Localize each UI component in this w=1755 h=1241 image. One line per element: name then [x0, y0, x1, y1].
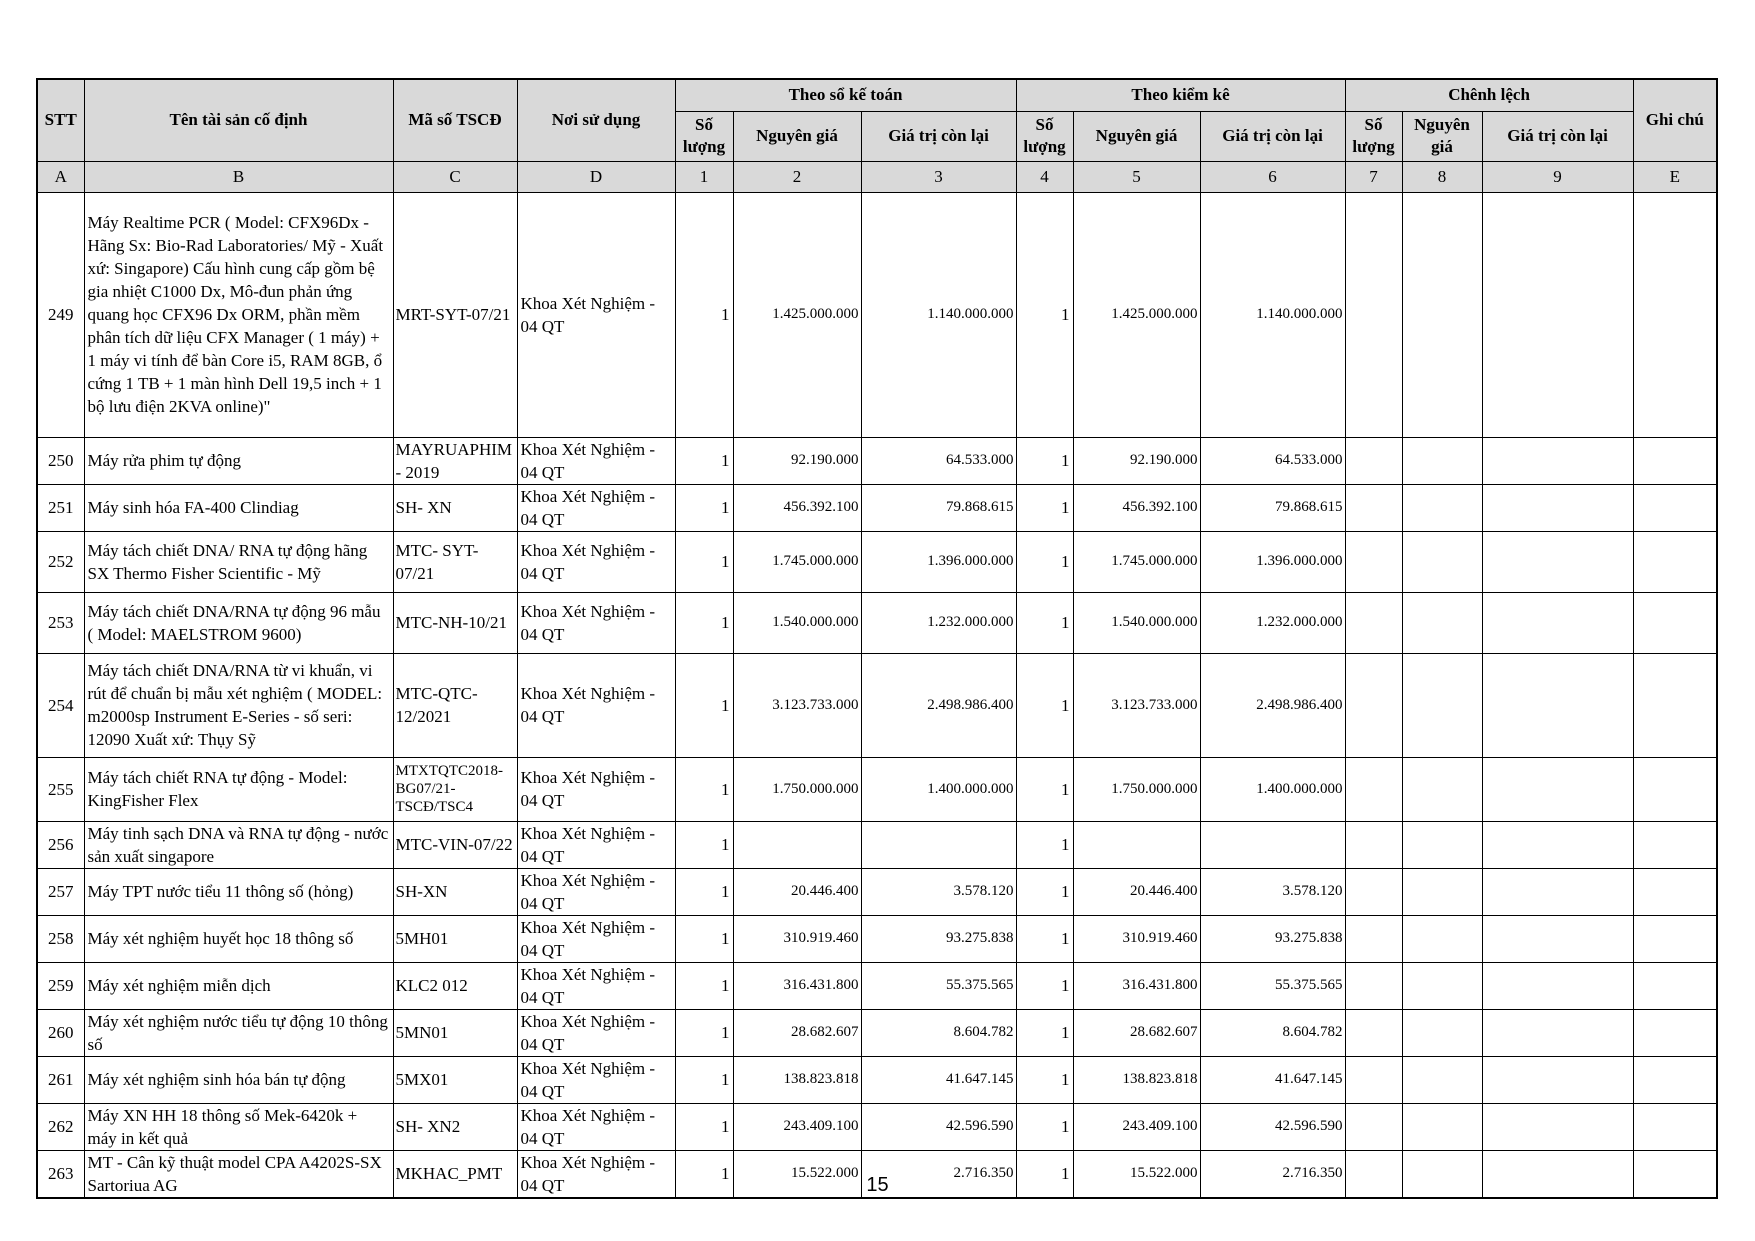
row-stt: 261 [37, 1056, 84, 1103]
row-diff-remaining [1482, 484, 1633, 531]
header-inventory-qty: Số lượng [1016, 111, 1073, 161]
header-asset-code: Mã số TSCĐ [393, 79, 517, 161]
row-diff-remaining [1482, 1056, 1633, 1103]
row-inventory-qty: 1 [1016, 915, 1073, 962]
row-asset-name: Máy tách chiết DNA/ RNA tự động hãng SX Thermo Fisher Scientific - Mỹ [84, 531, 393, 592]
row-notes [1633, 821, 1717, 868]
row-diff-remaining [1482, 592, 1633, 653]
row-stt: 262 [37, 1103, 84, 1150]
row-inventory-remaining: 1.232.000.000 [1200, 592, 1345, 653]
header-diff-remaining: Giá trị còn lại [1482, 111, 1633, 161]
row-books-qty: 1 [675, 192, 733, 437]
row-asset-code: KLC2 012 [393, 962, 517, 1009]
row-diff-remaining [1482, 868, 1633, 915]
row-diff-remaining [1482, 757, 1633, 821]
row-inventory-original: 92.190.000 [1073, 437, 1200, 484]
row-asset-code: SH- XN [393, 484, 517, 531]
row-diff-original [1402, 1009, 1482, 1056]
row-inventory-qty: 1 [1016, 484, 1073, 531]
row-stt: 249 [37, 192, 84, 437]
row-books-original: 1.425.000.000 [733, 192, 861, 437]
row-inventory-qty: 1 [1016, 1103, 1073, 1150]
table-body [37, 192, 1717, 1198]
row-place: Khoa Xét Nghiệm - 04 QT [517, 868, 675, 915]
row-stt: 258 [37, 915, 84, 962]
row-books-original: 15.522.000 [733, 1150, 861, 1198]
row-diff-original [1402, 484, 1482, 531]
row-asset-code: 5MX01 [393, 1056, 517, 1103]
row-books-original: 3.123.733.000 [733, 653, 861, 757]
row-stt: 259 [37, 962, 84, 1009]
row-place: Khoa Xét Nghiệm - 04 QT [517, 915, 675, 962]
column-letter: 9 [1482, 161, 1633, 192]
row-stt: 250 [37, 437, 84, 484]
row-diff-original [1402, 757, 1482, 821]
row-asset-name: Máy tách chiết DNA/RNA tự động 96 mẫu ( Model: MAELSTROM 9600) [84, 592, 393, 653]
row-asset-name: Máy tinh sạch DNA và RNA tự động - nước sản xuất singapore [84, 821, 393, 868]
row-inventory-remaining: 3.578.120 [1200, 868, 1345, 915]
row-inventory-qty: 1 [1016, 1009, 1073, 1056]
row-asset-name: Máy xét nghiệm huyết học 18 thông số [84, 915, 393, 962]
header-place-of-use: Nơi sử dụng [517, 79, 675, 161]
row-diff-remaining [1482, 437, 1633, 484]
row-books-original: 1.540.000.000 [733, 592, 861, 653]
row-diff-remaining [1482, 962, 1633, 1009]
row-place: Khoa Xét Nghiệm - 04 QT [517, 484, 675, 531]
row-books-qty: 1 [675, 915, 733, 962]
asset-inventory-table [36, 78, 1718, 1199]
column-letter: 6 [1200, 161, 1345, 192]
row-books-remaining: 1.232.000.000 [861, 592, 1016, 653]
row-books-remaining: 93.275.838 [861, 915, 1016, 962]
row-books-original: 1.750.000.000 [733, 757, 861, 821]
row-place: Khoa Xét Nghiệm - 04 QT [517, 592, 675, 653]
row-inventory-remaining [1200, 821, 1345, 868]
header-inventory-original: Nguyên giá [1073, 111, 1200, 161]
header-group-inventory: Theo kiểm kê [1016, 79, 1345, 111]
row-place: Khoa Xét Nghiệm - 04 QT [517, 757, 675, 821]
row-books-qty: 1 [675, 1103, 733, 1150]
row-diff-remaining [1482, 192, 1633, 437]
row-books-original: 243.409.100 [733, 1103, 861, 1150]
row-books-qty: 1 [675, 868, 733, 915]
header-stt: STT [37, 79, 84, 161]
row-books-qty: 1 [675, 962, 733, 1009]
row-inventory-original: 456.392.100 [1073, 484, 1200, 531]
row-diff-original [1402, 1056, 1482, 1103]
row-asset-name: Máy TPT nước tiểu 11 thông số (hỏng) [84, 868, 393, 915]
row-notes [1633, 437, 1717, 484]
row-place: Khoa Xét Nghiệm - 04 QT [517, 531, 675, 592]
table-row [37, 915, 1717, 962]
row-inventory-original: 20.446.400 [1073, 868, 1200, 915]
row-diff-qty [1345, 1103, 1402, 1150]
row-stt: 253 [37, 592, 84, 653]
row-books-remaining: 1.140.000.000 [861, 192, 1016, 437]
column-letter: 7 [1345, 161, 1402, 192]
row-books-remaining: 1.400.000.000 [861, 757, 1016, 821]
row-diff-remaining [1482, 531, 1633, 592]
row-diff-qty [1345, 531, 1402, 592]
row-place: Khoa Xét Nghiệm - 04 QT [517, 1150, 675, 1198]
row-books-remaining: 64.533.000 [861, 437, 1016, 484]
row-asset-name: Máy sinh hóa FA-400 Clindiag [84, 484, 393, 531]
column-letter: 3 [861, 161, 1016, 192]
row-diff-original [1402, 868, 1482, 915]
row-books-remaining: 79.868.615 [861, 484, 1016, 531]
row-books-original: 92.190.000 [733, 437, 861, 484]
column-letter: 5 [1073, 161, 1200, 192]
row-notes [1633, 192, 1717, 437]
column-letter: 8 [1402, 161, 1482, 192]
row-diff-qty [1345, 868, 1402, 915]
column-letter: 2 [733, 161, 861, 192]
row-books-original: 310.919.460 [733, 915, 861, 962]
header-diff-qty: Số lượng [1345, 111, 1402, 161]
row-diff-original [1402, 592, 1482, 653]
row-diff-remaining [1482, 1009, 1633, 1056]
column-letter: 1 [675, 161, 733, 192]
row-asset-code: MRT-SYT-07/21 [393, 192, 517, 437]
row-books-qty: 1 [675, 437, 733, 484]
row-asset-name: Máy XN HH 18 thông số Mek-6420k + máy in kết quả [84, 1103, 393, 1150]
row-inventory-original: 310.919.460 [1073, 915, 1200, 962]
row-diff-qty [1345, 484, 1402, 531]
row-inventory-remaining: 8.604.782 [1200, 1009, 1345, 1056]
row-diff-original [1402, 531, 1482, 592]
row-books-original: 28.682.607 [733, 1009, 861, 1056]
column-letter: B [84, 161, 393, 192]
row-inventory-original: 1.425.000.000 [1073, 192, 1200, 437]
row-asset-name: Máy rửa phim tự động [84, 437, 393, 484]
row-diff-original [1402, 915, 1482, 962]
column-letter: A [37, 161, 84, 192]
row-diff-original [1402, 821, 1482, 868]
table-row [37, 192, 1717, 437]
row-place: Khoa Xét Nghiệm - 04 QT [517, 437, 675, 484]
row-asset-code: MTC- SYT-07/21 [393, 531, 517, 592]
row-diff-original [1402, 192, 1482, 437]
table-row [37, 821, 1717, 868]
row-notes [1633, 962, 1717, 1009]
row-inventory-remaining: 41.647.145 [1200, 1056, 1345, 1103]
row-asset-name: Máy xét nghiệm nước tiểu tự động 10 thông số [84, 1009, 393, 1056]
table-row [37, 437, 1717, 484]
row-inventory-remaining: 1.140.000.000 [1200, 192, 1345, 437]
row-inventory-qty: 1 [1016, 531, 1073, 592]
row-inventory-remaining: 93.275.838 [1200, 915, 1345, 962]
row-books-original [733, 821, 861, 868]
row-books-qty: 1 [675, 821, 733, 868]
row-asset-code: 5MH01 [393, 915, 517, 962]
row-books-qty: 1 [675, 484, 733, 531]
page-number: 15 [866, 1174, 889, 1196]
table-row [37, 1056, 1717, 1103]
row-asset-code: MTC-QTC-12/2021 [393, 653, 517, 757]
row-asset-name: Máy tách chiết RNA tự động - Model: KingFisher Flex [84, 757, 393, 821]
row-diff-remaining [1482, 653, 1633, 757]
column-letter: E [1633, 161, 1717, 192]
table-header [37, 79, 1717, 192]
table-row [37, 962, 1717, 1009]
row-stt: 260 [37, 1009, 84, 1056]
row-books-original: 138.823.818 [733, 1056, 861, 1103]
column-letter: 4 [1016, 161, 1073, 192]
row-inventory-original: 3.123.733.000 [1073, 653, 1200, 757]
row-inventory-qty: 1 [1016, 437, 1073, 484]
row-diff-original [1402, 653, 1482, 757]
row-diff-qty [1345, 1009, 1402, 1056]
row-diff-qty [1345, 962, 1402, 1009]
row-diff-remaining [1482, 1103, 1633, 1150]
row-inventory-original [1073, 821, 1200, 868]
row-inventory-qty: 1 [1016, 192, 1073, 437]
row-notes [1633, 1103, 1717, 1150]
row-place: Khoa Xét Nghiệm - 04 QT [517, 1009, 675, 1056]
row-inventory-qty: 1 [1016, 868, 1073, 915]
row-asset-code: MTC-VIN-07/22 [393, 821, 517, 868]
row-books-remaining: 41.647.145 [861, 1056, 1016, 1103]
row-inventory-remaining: 2.716.350 [1200, 1150, 1345, 1198]
row-asset-code: MTXTQTC2018-BG07/21-TSCĐ/TSC4 [393, 757, 517, 821]
column-letter: C [393, 161, 517, 192]
row-diff-qty [1345, 592, 1402, 653]
row-notes [1633, 757, 1717, 821]
row-diff-remaining [1482, 915, 1633, 962]
row-diff-original [1402, 962, 1482, 1009]
row-books-qty: 1 [675, 531, 733, 592]
row-books-qty: 1 [675, 757, 733, 821]
row-diff-qty [1345, 653, 1402, 757]
row-inventory-original: 1.745.000.000 [1073, 531, 1200, 592]
row-place: Khoa Xét Nghiệm - 04 QT [517, 653, 675, 757]
row-books-remaining: 55.375.565 [861, 962, 1016, 1009]
row-stt: 254 [37, 653, 84, 757]
row-asset-name: Máy xét nghiệm miễn dịch [84, 962, 393, 1009]
row-books-original: 20.446.400 [733, 868, 861, 915]
row-diff-qty [1345, 437, 1402, 484]
row-stt: 257 [37, 868, 84, 915]
row-inventory-qty: 1 [1016, 653, 1073, 757]
row-place: Khoa Xét Nghiệm - 04 QT [517, 821, 675, 868]
header-diff-original: Nguyên giá [1402, 111, 1482, 161]
row-books-original: 316.431.800 [733, 962, 861, 1009]
row-asset-code: SH-XN [393, 868, 517, 915]
row-inventory-original: 243.409.100 [1073, 1103, 1200, 1150]
row-books-remaining: 2.498.986.400 [861, 653, 1016, 757]
row-inventory-qty: 1 [1016, 962, 1073, 1009]
row-inventory-qty: 1 [1016, 1150, 1073, 1198]
row-inventory-remaining: 42.596.590 [1200, 1103, 1345, 1150]
row-asset-code: SH- XN2 [393, 1103, 517, 1150]
table-row [37, 653, 1717, 757]
row-inventory-original: 1.750.000.000 [1073, 757, 1200, 821]
row-notes [1633, 915, 1717, 962]
row-place: Khoa Xét Nghiệm - 04 QT [517, 962, 675, 1009]
row-place: Khoa Xét Nghiệm - 04 QT [517, 1103, 675, 1150]
row-stt: 252 [37, 531, 84, 592]
row-diff-remaining [1482, 821, 1633, 868]
row-books-remaining: 42.596.590 [861, 1103, 1016, 1150]
table-row [37, 868, 1717, 915]
header-books-qty: Số lượng [675, 111, 733, 161]
row-inventory-qty: 1 [1016, 821, 1073, 868]
header-books-remaining: Giá trị còn lại [861, 111, 1016, 161]
row-diff-qty [1345, 821, 1402, 868]
column-letter: D [517, 161, 675, 192]
row-books-original: 1.745.000.000 [733, 531, 861, 592]
row-asset-name: MT - Cân kỹ thuật model CPA A4202S-SX Sartoriua AG [84, 1150, 393, 1198]
table-row [37, 1009, 1717, 1056]
row-asset-code: 5MN01 [393, 1009, 517, 1056]
row-asset-name: Máy xét nghiệm sinh hóa bán tự động [84, 1056, 393, 1103]
row-notes [1633, 1009, 1717, 1056]
table-row [37, 757, 1717, 821]
row-stt: 256 [37, 821, 84, 868]
row-books-remaining: 8.604.782 [861, 1009, 1016, 1056]
row-books-remaining: 3.578.120 [861, 868, 1016, 915]
table-row [37, 531, 1717, 592]
row-inventory-remaining: 64.533.000 [1200, 437, 1345, 484]
row-diff-qty [1345, 192, 1402, 437]
row-inventory-qty: 1 [1016, 757, 1073, 821]
row-asset-code: MTC-NH-10/21 [393, 592, 517, 653]
row-books-qty: 1 [675, 1056, 733, 1103]
table-row [37, 1103, 1717, 1150]
row-notes [1633, 1056, 1717, 1103]
header-books-original: Nguyên giá [733, 111, 861, 161]
row-stt: 251 [37, 484, 84, 531]
row-books-qty: 1 [675, 1009, 733, 1056]
row-asset-name: Máy Realtime PCR ( Model: CFX96Dx - Hãng Sx: Bio-Rad Laboratories/ Mỹ - Xuất xứ: Singapore) Cấu hình cung cấp gồm bệ gia nhiệt C1000 Dx, Mô-đun phản ứng quang học CFX96 Dx ORM, phần mềm phân tích dữ liệu CFX Manager ( 1 máy) + 1 máy vi tính để bàn Core i5, RAM 8GB, ổ cứng 1 TB + 1 màn hình Dell 19,5 inch + 1 bộ lưu điện 2KVA online)" [84, 192, 393, 437]
row-stt: 263 [37, 1150, 84, 1198]
row-inventory-original: 138.823.818 [1073, 1056, 1200, 1103]
row-asset-code: MAYRUAPHIM - 2019 [393, 437, 517, 484]
row-inventory-remaining: 55.375.565 [1200, 962, 1345, 1009]
row-inventory-remaining: 1.396.000.000 [1200, 531, 1345, 592]
row-inventory-original: 28.682.607 [1073, 1009, 1200, 1056]
row-inventory-original: 15.522.000 [1073, 1150, 1200, 1198]
row-inventory-remaining: 1.400.000.000 [1200, 757, 1345, 821]
row-notes [1633, 484, 1717, 531]
row-inventory-remaining: 2.498.986.400 [1200, 653, 1345, 757]
row-diff-qty [1345, 757, 1402, 821]
row-inventory-original: 316.431.800 [1073, 962, 1200, 1009]
row-asset-code: MKHAC_PMT [393, 1150, 517, 1198]
row-notes [1633, 531, 1717, 592]
row-diff-qty [1345, 1056, 1402, 1103]
header-notes: Ghi chú [1633, 79, 1717, 161]
row-inventory-remaining: 79.868.615 [1200, 484, 1345, 531]
row-diff-original [1402, 437, 1482, 484]
row-notes [1633, 653, 1717, 757]
row-inventory-qty: 1 [1016, 592, 1073, 653]
row-books-qty: 1 [675, 1150, 733, 1198]
row-books-remaining: 2.716.350 [861, 1150, 1016, 1198]
table-row [37, 484, 1717, 531]
header-asset-name: Tên tài sản cố định [84, 79, 393, 161]
row-notes [1633, 868, 1717, 915]
row-notes [1633, 592, 1717, 653]
row-place: Khoa Xét Nghiệm - 04 QT [517, 1056, 675, 1103]
row-diff-qty [1345, 915, 1402, 962]
row-place: Khoa Xét Nghiệm - 04 QT [517, 192, 675, 437]
header-inventory-remaining: Giá trị còn lại [1200, 111, 1345, 161]
row-books-original: 456.392.100 [733, 484, 861, 531]
row-inventory-original: 1.540.000.000 [1073, 592, 1200, 653]
row-books-remaining [861, 821, 1016, 868]
row-books-remaining: 1.396.000.000 [861, 531, 1016, 592]
row-books-qty: 1 [675, 592, 733, 653]
header-group-difference: Chênh lệch [1345, 79, 1633, 111]
row-asset-name: Máy tách chiết DNA/RNA từ vi khuẩn, vi rút để chuẩn bị mẫu xét nghiệm ( MODEL: m2000sp Instrument E-Series - số seri: 12090 Xuất xứ: Thụy Sỹ [84, 653, 393, 757]
header-group-books: Theo sổ kế toán [675, 79, 1016, 111]
row-books-qty: 1 [675, 653, 733, 757]
table-row [37, 592, 1717, 653]
row-diff-original [1402, 1103, 1482, 1150]
row-stt: 255 [37, 757, 84, 821]
row-inventory-qty: 1 [1016, 1056, 1073, 1103]
